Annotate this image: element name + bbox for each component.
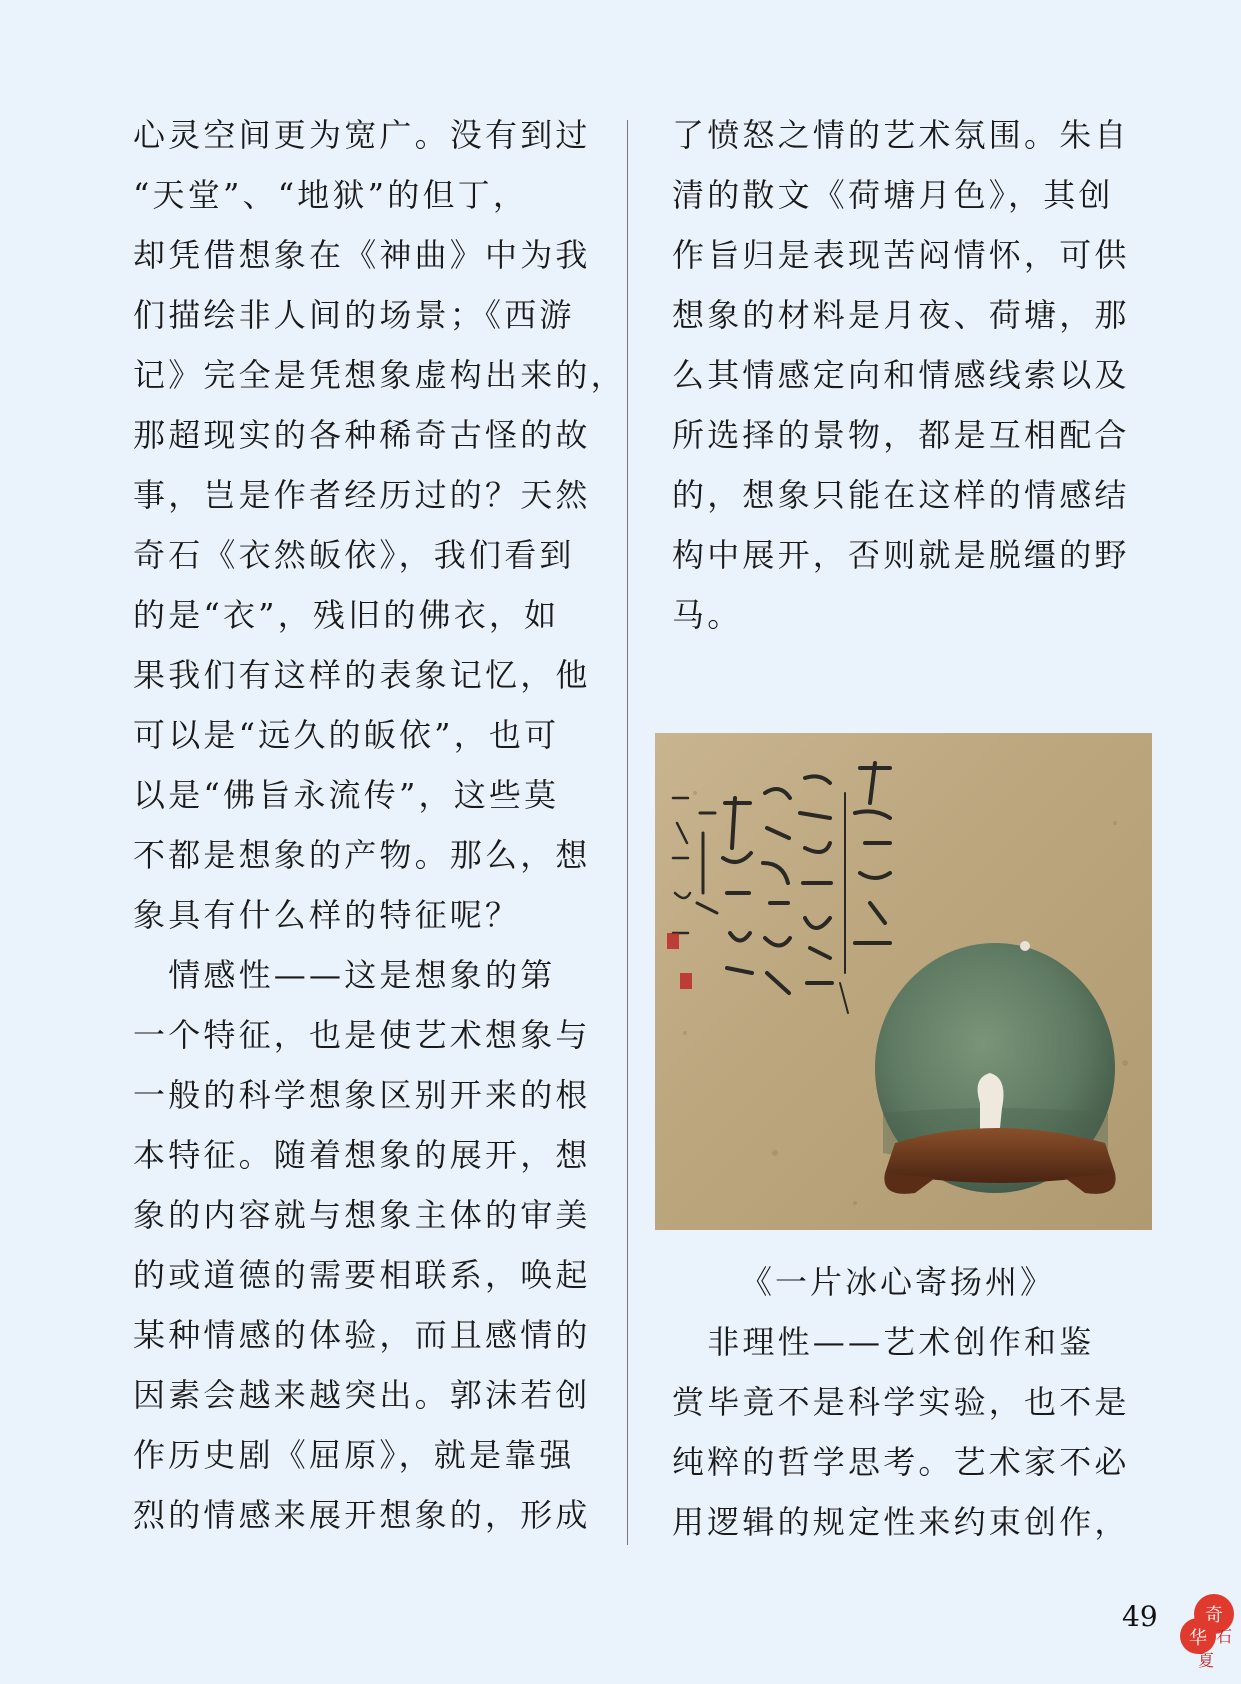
text-line: 可以是“远久的皈依”，也可 [133, 716, 560, 754]
text-line: 作旨归是表现苦闷情怀，可供 [672, 236, 1130, 274]
text-line: 情感性——这是想象的第 [133, 956, 556, 994]
calligraphy-inscription [673, 763, 890, 1013]
svg-text:华: 华 [1189, 1628, 1207, 1649]
text-line: 却凭借想象在《神曲》中为我 [133, 236, 591, 274]
text-line: 因素会越来越突出。郭沫若创 [133, 1376, 591, 1414]
text-line: 某种情感的体验，而且感情的 [133, 1316, 591, 1354]
text-line: 非理性——艺术创作和鉴 [672, 1323, 1095, 1361]
stone-illustration [655, 733, 1152, 1230]
text-line: 作历史剧《屈原》，就是靠强 [133, 1436, 575, 1474]
text-line: 用逻辑的规定性来约束创作， [672, 1503, 1130, 1541]
text-line: 记》完全是凭想象虚构出来的， [133, 356, 626, 394]
figure-caption: 《一片冰心寄扬州》 [740, 1263, 1056, 1301]
text-line: 事，岂是作者经历过的？天然 [133, 476, 591, 514]
text-line: 不都是想象的产物。那么，想 [133, 836, 591, 874]
text-line: 构中展开，否则就是脱缰的野 [672, 536, 1130, 574]
text-line: 的或道德的需要相联系，唤起 [133, 1256, 591, 1294]
text-line: 的是“衣”，残旧的佛衣，如 [133, 596, 560, 634]
text-line: 以是“佛旨永流传”，这些莫 [133, 776, 560, 814]
text-line: 马。 [672, 596, 743, 634]
text-line: 赏毕竟不是科学实验，也不是 [672, 1383, 1130, 1421]
text-line: 象的内容就与想象主体的审美 [133, 1196, 591, 1234]
stone-photo [655, 733, 1152, 1230]
seal-stamp [667, 933, 679, 949]
text-line: 果我们有这样的表象记忆，他 [133, 656, 591, 694]
text-line: 所选择的景物，都是互相配合 [672, 416, 1130, 454]
page-number: 49 [1122, 1600, 1158, 1633]
text-line: 本特征。随着想象的展开，想 [133, 1136, 591, 1174]
text-line: 纯粹的哲学思考。艺术家不必 [672, 1443, 1130, 1481]
svg-text:夏: 夏 [1197, 1651, 1215, 1670]
text-line: 那超现实的各种稀奇古怪的故 [133, 416, 591, 454]
seal-stamp [680, 973, 692, 989]
text-line: 了愤怒之情的艺术氛围。朱自 [672, 116, 1130, 154]
text-line: 清的散文《荷塘月色》，其创 [672, 176, 1114, 214]
column-divider [627, 120, 628, 1545]
text-line: 一个特征，也是使艺术想象与 [133, 1016, 591, 1054]
text-line: 想象的材料是月夜、荷塘，那 [672, 296, 1130, 334]
text-line: 一般的科学想象区别开来的根 [133, 1076, 591, 1114]
text-line: 烈的情感来展开想象的，形成 [133, 1496, 591, 1534]
text-line: 么其情感定向和情感线索以及 [672, 356, 1130, 394]
text-line: “天堂”、“地狱”的但丁， [133, 176, 529, 214]
svg-text:奇: 奇 [1205, 1605, 1223, 1626]
text-line: 心灵空间更为宽广。没有到过 [133, 116, 591, 154]
svg-text:石: 石 [1215, 1627, 1233, 1646]
left-text-column [133, 115, 626, 1575]
site-logo [1176, 1586, 1238, 1676]
text-line: 象具有什么样的特征呢？ [133, 896, 521, 934]
text-line: 们描绘非人间的场景；《西游 [133, 296, 575, 334]
text-line: 奇石《衣然皈依》，我们看到 [133, 536, 575, 574]
text-line: 的，想象只能在这样的情感结 [672, 476, 1130, 514]
